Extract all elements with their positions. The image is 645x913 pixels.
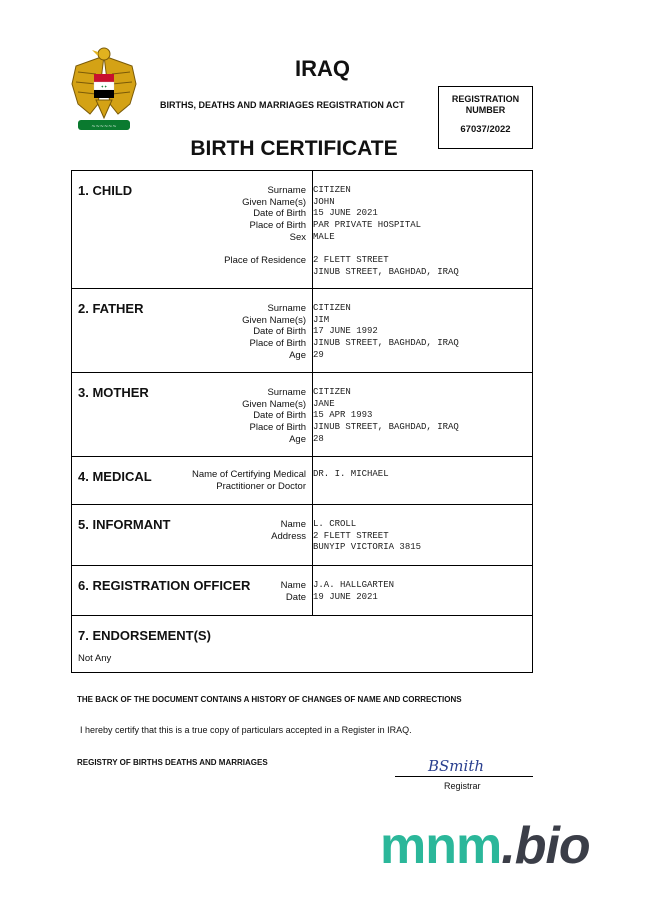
value-age: 28 xyxy=(313,433,324,444)
watermark-part: .bio xyxy=(501,817,590,875)
registration-number: 67037/2022 xyxy=(460,124,511,135)
field-values xyxy=(313,185,459,279)
value-given-names: JANE xyxy=(313,398,335,409)
endorsement-value: Not Any xyxy=(78,653,112,664)
registrar-signature xyxy=(425,755,500,782)
value-place-of-birth: JINUB STREET, BAGHDAD, IRAQ xyxy=(313,422,459,433)
registration-label: REGISTRATION xyxy=(451,94,520,104)
label-age: Age xyxy=(289,349,306,361)
value-sex: MALE xyxy=(313,231,335,242)
value-residence-line-2: JINUB STREET, BAGHDAD, IRAQ xyxy=(313,266,459,277)
value-place-of-birth: PAR PRIVATE HOSPITAL xyxy=(313,220,422,231)
value-date-of-birth: 17 JUNE 1992 xyxy=(313,326,378,337)
label-place-of-birth: Place of Birth xyxy=(249,338,306,350)
label-age: Age xyxy=(289,433,306,445)
watermark-part: mnm xyxy=(380,817,502,875)
certificate-sections xyxy=(71,170,533,673)
value-given-names: JIM xyxy=(313,314,330,325)
field-values xyxy=(313,469,389,481)
section-medical xyxy=(71,457,533,505)
field-labels xyxy=(224,185,306,267)
value-age: 29 xyxy=(313,349,324,360)
label-surname: Surname xyxy=(267,387,306,398)
field-labels xyxy=(242,387,306,446)
label-surname: Surname xyxy=(267,185,306,196)
label-certifying-practitioner: Practitioner or Doctor xyxy=(216,480,306,492)
back-of-document-note: THE BACK OF THE DOCUMENT CONTAINS A HISTORY OF CHANGES OF NAME AND CORRECTIONS xyxy=(77,695,462,704)
value-address-line-1: 2 FLETT STREET xyxy=(313,530,389,541)
field-labels xyxy=(281,580,306,603)
label-given-names: Given Name(s) xyxy=(242,314,306,326)
section-mother xyxy=(71,373,533,457)
section-father xyxy=(71,289,533,373)
label-sex: Sex xyxy=(289,231,306,243)
signature-text: BSmith xyxy=(428,757,485,775)
value-residence-line-1: 2 FLETT STREET xyxy=(313,255,389,266)
field-labels xyxy=(192,469,306,492)
section-endorsements xyxy=(71,616,533,673)
svg-text:~~~~~~: ~~~~~~ xyxy=(91,124,117,130)
section-registration-officer xyxy=(71,566,533,616)
label-name: Name xyxy=(280,519,306,530)
value-place-of-birth: JINUB STREET, BAGHDAD, IRAQ xyxy=(313,338,459,349)
watermark-logo xyxy=(380,816,590,876)
value-name: J.A. HALLGARTEN xyxy=(313,580,395,590)
value-surname: CITIZEN xyxy=(313,387,351,397)
field-values xyxy=(313,303,459,362)
label-date-of-birth: Date of Birth xyxy=(253,326,306,338)
value-practitioner: DR. I. MICHAEL xyxy=(313,469,389,479)
registration-label: NUMBER xyxy=(465,105,506,115)
country-title: IRAQ xyxy=(295,56,350,81)
signature-line xyxy=(395,776,533,777)
label-place-of-residence: Place of Residence xyxy=(224,255,306,267)
label-given-names: Given Name(s) xyxy=(242,398,306,410)
registrar-label: Registrar xyxy=(444,781,481,791)
field-labels xyxy=(271,519,306,542)
value-surname: CITIZEN xyxy=(313,303,351,313)
label-name: Name xyxy=(280,580,306,591)
value-surname: CITIZEN xyxy=(313,185,351,195)
value-date-of-birth: 15 JUNE 2021 xyxy=(313,208,378,219)
section-title: 5. INFORMANT xyxy=(78,517,171,532)
value-date: 19 JUNE 2021 xyxy=(313,591,378,602)
document-title: BIRTH CERTIFICATE xyxy=(190,137,398,160)
section-title: 7. ENDORSEMENT(S) xyxy=(78,628,211,643)
field-labels xyxy=(242,303,306,362)
label-date-of-birth: Date of Birth xyxy=(253,208,306,220)
label-date: Date xyxy=(285,591,306,603)
certification-statement: I hereby certify that this is a true copy of particulars accepted in a Register in IRAQ. xyxy=(80,725,412,735)
section-title: 6. REGISTRATION OFFICER xyxy=(78,578,251,593)
value-address-line-2: BUNYIP VICTORIA 3815 xyxy=(313,542,422,553)
act-name: BIRTHS, DEATHS AND MARRIAGES REGISTRATION ACT xyxy=(160,100,405,110)
section-title: 2. FATHER xyxy=(78,301,144,316)
label-surname: Surname xyxy=(267,303,306,314)
value-given-names: JOHN xyxy=(313,196,335,207)
label-place-of-birth: Place of Birth xyxy=(249,422,306,434)
section-informant xyxy=(71,505,533,566)
section-title: 1. CHILD xyxy=(78,183,133,198)
field-values xyxy=(313,580,394,603)
svg-text:✦✦: ✦✦ xyxy=(100,84,108,89)
registry-name: REGISTRY OF BIRTHS DEATHS AND MARRIAGES xyxy=(77,758,268,767)
section-title: 3. MOTHER xyxy=(78,385,149,400)
section-title: 4. MEDICAL xyxy=(78,469,152,484)
label-place-of-birth: Place of Birth xyxy=(249,220,306,232)
section-child xyxy=(71,170,533,289)
value-date-of-birth: 15 APR 1993 xyxy=(313,410,373,421)
label-address: Address xyxy=(271,530,306,542)
label-certifying-practitioner: Name of Certifying Medical xyxy=(191,469,306,480)
label-date-of-birth: Date of Birth xyxy=(253,410,306,422)
value-name: L. CROLL xyxy=(313,519,357,529)
field-values xyxy=(313,387,459,446)
field-values xyxy=(313,519,421,554)
label-given-names: Given Name(s) xyxy=(242,196,306,208)
